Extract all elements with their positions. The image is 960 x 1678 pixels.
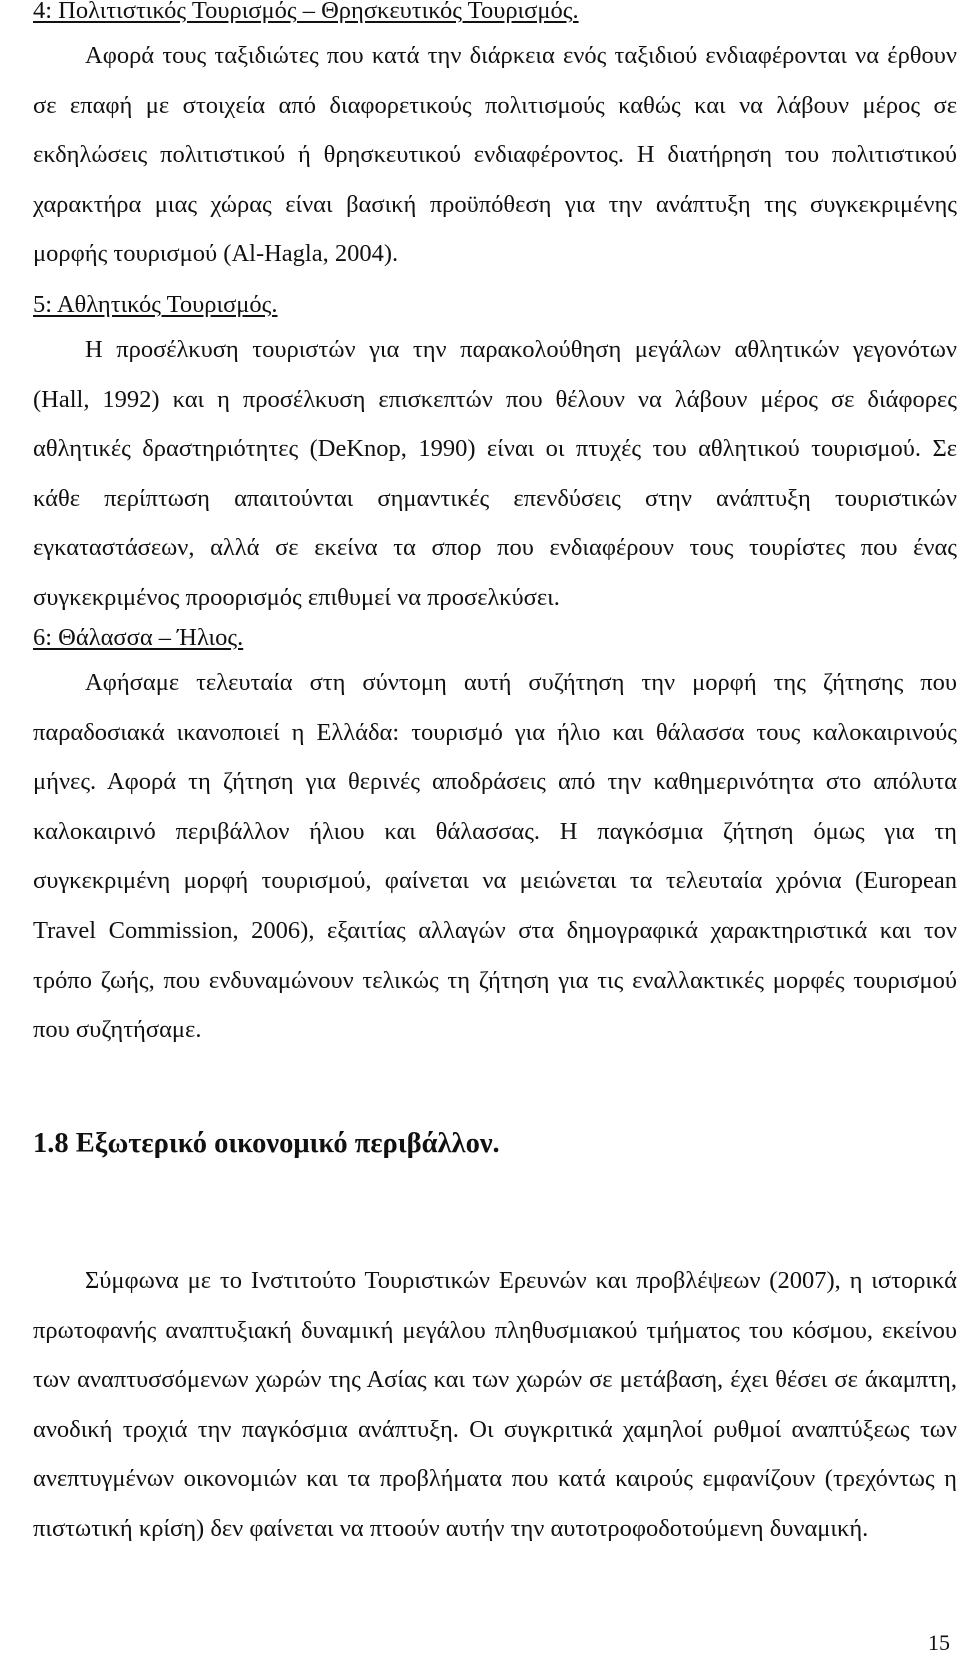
section-paragraph: Σύμφωνα με το Ινστιτούτο Τουριστικών Ερευνών και προβλέψεων (2007), η ιστορικά πρωτοφανής αναπτυξιακή δυναμική μεγάλου πληθυσμιακού τμήματος του κόσμου, εκείνου των αναπτυσσόμενων χωρών της Ασίας και των χωρών σε μετάβαση, έχει θέσει σε άκαμπτη, ανοδική τροχιά την παγκόσμια ανάπτυξη. Οι συγκριτικά χαμηλοί ρυθμοί αναπτύξεως των ανεπτυγμένων οικονομιών και τα προβλήματα που κατά καιρούς εμφανίζουν (τρεχόντως η πιστωτική κρίση) δεν φαίνεται να πτοούν αυτήν την αυτοτροφοδοτούμενη δυναμική. <box>33 1267 957 1542</box>
section-title: 4: Πολιτιστικός Τουρισμός – Θρησκευτικός Τουρισμός. <box>33 0 579 24</box>
section-paragraph: Αφήσαμε τελευταία στη σύντομη αυτή συζήτηση την μορφή της ζήτησης που παραδοσιακά ικανοποιεί η Ελλάδα: τουρισμό για ήλιο και θάλασσα τους καλοκαιρινούς μήνες. Αφορά τη ζήτηση για θερινές αποδράσεις από την καθημερινότητα στο απόλυτα καλοκαιρινό περιβάλλον ήλιου και θάλασσας. Η παγκόσμια ζήτηση όμως για τη συγκεκριμένη μορφή τουρισμού, φαίνεται να μειώνεται τα τελευταία χρόνια (European Travel Commission, 2006), εξαιτίας αλλαγών στα δημογραφικά χαρακτηριστικά και τον τρόπο ζωής, που ενδυναμώνουν τελικώς τη ζήτηση για τις εναλλακτικές μορφές τουρισμού που συζητήσαμε. <box>33 669 957 1044</box>
section-title: 6: Θάλασσα – Ήλιος. <box>33 624 244 651</box>
document-page <box>33 0 957 1678</box>
section-sea-sun <box>33 618 957 1055</box>
section-sports-tourism <box>33 285 957 623</box>
section-title: 5: Αθλητικός Τουρισμός. <box>33 291 278 318</box>
section-paragraph: Η προσέλκυση τουριστών για την παρακολούθηση μεγάλων αθλητικών γεγονότων (Hall, 1992) και η προσέλκυση επισκεπτών που θέλουν να λάβουν μέρος σε διάφορες αθλητικές δραστηριότητες (DeKnop, 1990) είναι οι πτυχές του αθλητικού τουρισμού. Σε κάθε περίπτωση απαιτούνται σημαντικές επενδύσεις στην ανάπτυξη τουριστικών εγκαταστάσεων, αλλά σε εκείνα τα σπορ που ενδιαφέρουν τους τουρίστες που ένας συγκεκριμένος προορισμός επιθυμεί να προσελκύσει. <box>33 336 957 611</box>
chapter-heading: 1.8 Εξωτερικό οικονομικό περιβάλλον. <box>33 1128 500 1159</box>
page-number: 15 <box>928 1630 950 1655</box>
section-cultural-tourism <box>33 0 957 279</box>
section-external-economy <box>33 1256 957 1554</box>
section-paragraph: Αφορά τους ταξιδιώτες που κατά την διάρκεια ενός ταξιδιού ενδιαφέρονται να έρθουν σε επαφή με στοιχεία από διαφορετικούς πολιτισμούς καθώς και να λάβουν μέρος σε εκδηλώσεις πολιτιστικού ή θρησκευτικού ενδιαφέροντος. Η διατήρηση του πολιτιστικού χαρακτήρα μιας χώρας είναι βασική προϋπόθεση για την ανάπτυξη της συγκεκριμένης μορφής τουρισμού (Al-Hagla, 2004). <box>33 42 957 268</box>
